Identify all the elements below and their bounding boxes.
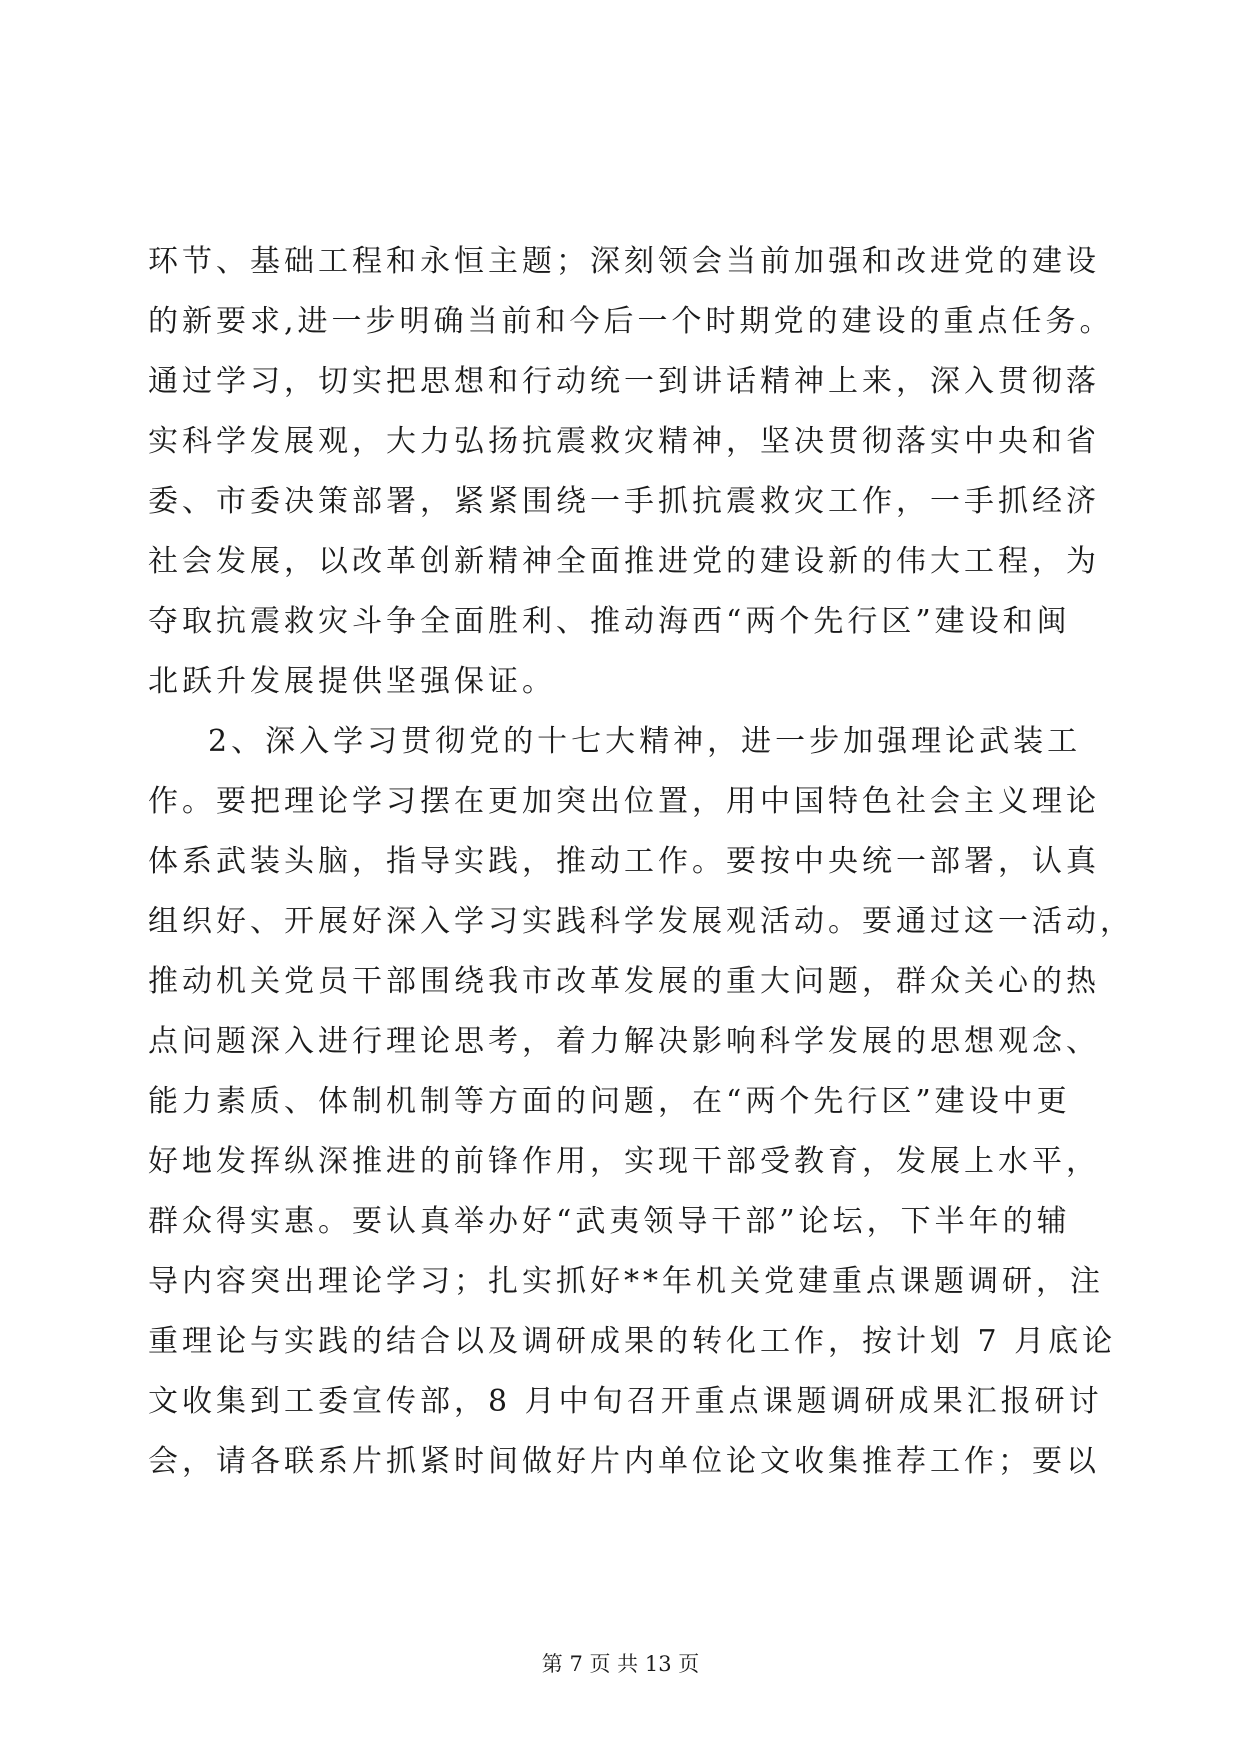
text-line: 社会发展，以改革创新精神全面推进党的建设新的伟大工程，为 bbox=[148, 544, 1100, 579]
text-line: 北跃升发展提供坚强保证。 bbox=[148, 664, 556, 699]
text-line: 重理论与实践的结合以及调研成果的转化工作，按计划 7 月底论 bbox=[148, 1324, 1117, 1359]
text-line: 体系武装头脑，指导实践，推动工作。要按中央统一部署，认真 bbox=[148, 844, 1100, 879]
body-text bbox=[148, 232, 1134, 1492]
text-line: 点问题深入进行理论思考，着力解决影响科学发展的思想观念、 bbox=[148, 1024, 1100, 1059]
text-line: 能力素质、体制机制等方面的问题，在“两个先行区”建设中更 bbox=[148, 1084, 1071, 1119]
text-line: 实科学发展观，大力弘扬抗震救灾精神，坚决贯彻落实中央和省 bbox=[148, 424, 1100, 459]
text-line: 好地发挥纵深推进的前锋作用，实现干部受教育，发展上水平， bbox=[148, 1144, 1100, 1179]
text-line: 组织好、开展好深入学习实践科学发展观活动。要通过这一活动， bbox=[148, 904, 1134, 939]
text-line: 推动机关党员干部围绕我市改革发展的重大问题，群众关心的热 bbox=[148, 964, 1100, 999]
text-line: 的新要求,进一步明确当前和今后一个时期党的建设的重点任务。 bbox=[148, 304, 1114, 339]
page-footer: 第 7 页 共 13 页 bbox=[541, 1652, 700, 1676]
text-line: 夺取抗震救灾斗争全面胜利、推动海西“两个先行区”建设和闽 bbox=[148, 604, 1071, 639]
text-line: 群众得实惠。要认真举办好“武夷领导干部”论坛，下半年的辅 bbox=[148, 1204, 1071, 1239]
text-line: 导内容突出理论学习；扎实抓好**年机关党建重点课题调研，注 bbox=[148, 1264, 1104, 1299]
text-line: 环节、基础工程和永恒主题；深刻领会当前加强和改进党的建设 bbox=[148, 244, 1100, 279]
text-line: 通过学习，切实把思想和行动统一到讲话精神上来，深入贯彻落 bbox=[148, 364, 1100, 399]
text-line: 会，请各联系片抓紧时间做好片内单位论文收集推荐工作；要以 bbox=[148, 1444, 1100, 1479]
text-line: 作。要把理论学习摆在更加突出位置，用中国特色社会主义理论 bbox=[148, 784, 1100, 819]
paragraph-start-line: 2、深入学习贯彻党的十七大精神，进一步加强理论武装工 bbox=[208, 724, 1082, 759]
text-line: 委、市委决策部署，紧紧围绕一手抓抗震救灾工作，一手抓经济 bbox=[148, 484, 1100, 519]
text-line: 文收集到工委宣传部，8 月中旬召开重点课题调研成果汇报研讨 bbox=[148, 1384, 1103, 1419]
